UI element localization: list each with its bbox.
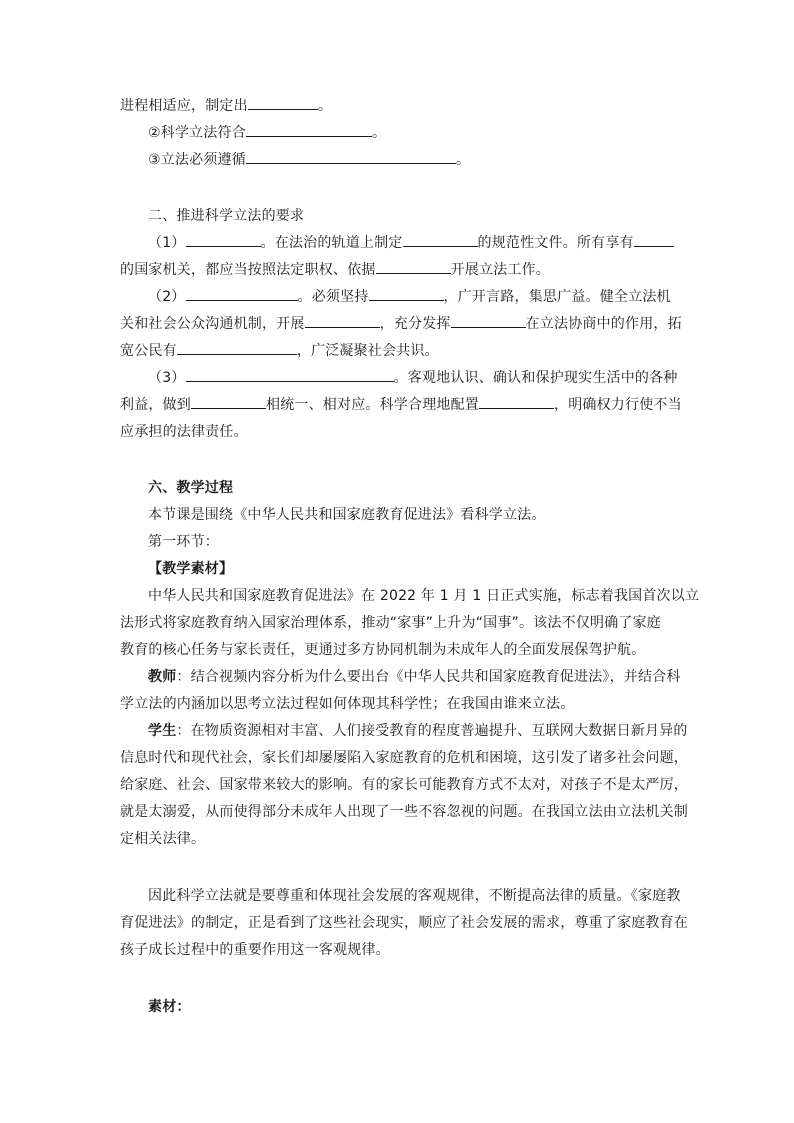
text: 关和社会公众沟通机制，开展 (120, 316, 305, 332)
text: 应承担的法律责任。 (120, 424, 248, 440)
text: 。在法治的轨道上制定 (260, 235, 403, 251)
text: ：在物质资源相对丰富、人们接受教育的程度普遍提升、互联网大数据日新月异的 (176, 723, 688, 739)
text: 的规范性文件。所有享有 (477, 235, 634, 251)
fill-blank (369, 287, 444, 301)
text: 相统一、相对应。科学合理地配置 (266, 397, 479, 413)
fill-blank (186, 287, 298, 301)
fill-blank (403, 233, 478, 247)
text-line: 学立法的内涵加以思考立法过程如何体现其科学性；在我国由谁来立法。 (120, 696, 575, 712)
fill-blank (479, 395, 554, 409)
text-line: 本节课是围绕《中华人民共和国家庭教育促进法》看科学立法。 (148, 507, 546, 523)
text-line (148, 287, 680, 307)
text-line (148, 123, 680, 143)
text-line: 信息时代和现代社会，家长们却屡屡陷入家庭教育的危机和困境，这引发了诸多社会问题， (120, 750, 688, 766)
fill-blank (186, 233, 261, 247)
fill-blank (246, 150, 456, 164)
text: ②科学立法符合 (148, 125, 246, 141)
text: ，充分发挥 (379, 316, 451, 332)
speaker-label: 学生 (148, 723, 177, 739)
text-line: 定相关法律。 (120, 831, 206, 847)
text-line: 中华人民共和国家庭教育促进法》在 2022 年 1 月 1 日正式实施，标志着我国首次以立 (148, 588, 700, 604)
text-line (120, 395, 680, 415)
fill-blank (177, 341, 297, 355)
text-line: 育促进法》的制定，正是看到了这些社会现实，顺应了社会发展的需求，尊重了家庭教育在 (120, 915, 688, 931)
fill-blank (451, 314, 526, 328)
speaker-label: 教师 (148, 669, 177, 685)
text-line (120, 96, 680, 116)
text: 。 (371, 125, 387, 141)
text: 利益，做到 (120, 397, 191, 413)
fill-blank (248, 96, 318, 110)
text: ，明确权力行使不当 (554, 397, 682, 413)
text-line (120, 341, 680, 361)
text-line (148, 667, 680, 687)
text: 。 (317, 98, 333, 114)
text: 的国家机关，都应当按照法定职权、依据 (120, 262, 376, 278)
fill-blank (634, 233, 674, 247)
fill-blank (376, 260, 451, 274)
text: （3） (148, 370, 186, 386)
text: 。 (455, 152, 471, 168)
text: ，广开言路，集思广益。健全立法机 (443, 289, 671, 305)
section-heading: 二、推进科学立法的要求 (148, 208, 305, 224)
text: ：结合视频内容分析为什么要出台《中华人民共和国家庭教育促进法》，并结合科 (176, 669, 681, 685)
text-line (148, 150, 680, 170)
section-heading: 六、教学过程 (148, 480, 234, 496)
text: （2） (148, 289, 186, 305)
fill-blank (191, 395, 266, 409)
text-line (120, 314, 680, 334)
text-line (148, 721, 688, 741)
material-label: 素材： (148, 999, 191, 1015)
text: 。必须坚持 (297, 289, 369, 305)
text: 。客观地认识、确认和保护现实生活中的各种 (393, 370, 678, 386)
fill-blank (246, 123, 372, 137)
text-line (120, 422, 680, 442)
text-line: 孩子成长过程中的重要作用这一客观规律。 (120, 942, 390, 958)
text-line (120, 260, 680, 280)
text-line: 第一环节： (148, 534, 219, 550)
fill-blank (186, 368, 394, 382)
text-line: 教育的核心任务与家长责任，更通过多方协同机制为未成年人的全面发展保驾护航。 (120, 642, 646, 658)
text: 进程相适应，制定出 (120, 98, 248, 114)
text-line (148, 368, 680, 388)
text: 宽公民有 (120, 343, 177, 359)
fill-blank (305, 314, 380, 328)
text-line: 法形式将家庭教育纳入国家治理体系，推动“家事”上升为“国事”。该法不仅明确了家庭 (120, 615, 662, 631)
material-heading: 【教学素材】 (148, 561, 234, 577)
text: ，广泛凝聚社会共识。 (296, 343, 439, 359)
text: 开展立法工作。 (450, 262, 551, 278)
text-line: 就是太溺爱，从而使得部分未成年人出现了一些不容忽视的问题。在我国立法由立法机关制 (120, 804, 688, 820)
text: ③立法必须遵循 (148, 152, 246, 168)
text-line (148, 233, 680, 253)
text: （1） (148, 235, 186, 251)
text: 在立法协商中的作用，拓 (525, 316, 682, 332)
text-line: 因此科学立法就是要尊重和体现社会发展的客观规律，不断提高法律的质量。《家庭教 (148, 888, 681, 904)
text-line: 给家庭、社会、国家带来较大的影响。有的家长可能教育方式不太对，对孩子不是太严厉， (120, 777, 688, 793)
